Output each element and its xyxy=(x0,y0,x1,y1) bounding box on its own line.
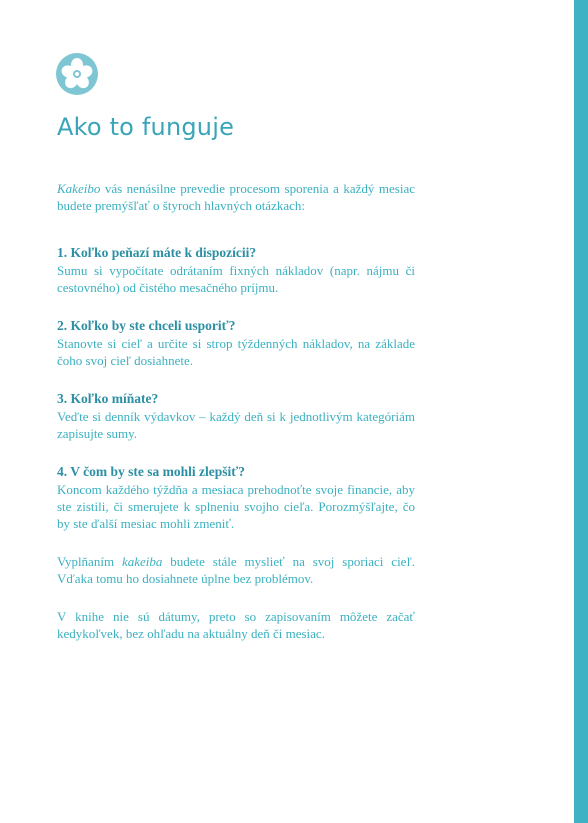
question-heading: 1. Koľko peňazí máte k dispozícii? xyxy=(57,245,257,260)
para1-italic: kakeiba xyxy=(121,554,163,569)
intro-italic: Kakeibo xyxy=(57,181,101,196)
closing-paragraph-1 xyxy=(57,553,415,587)
para1-text-a: Vyplňaním xyxy=(57,554,122,569)
question-body: Koncom každého týždňa a mesiaca prehodnoťte svoje financie, aby ste zistili, či smerujete k splneniu svojho cieľa. Porozmýšľajte, čo by ste ďalší mesiac mohli zmeniť. xyxy=(57,482,415,531)
question-body: Sumu si vypočítate odrátaním fixných nákladov (napr. nájmu či cestovného) od čistého mesačného príjmu. xyxy=(57,263,415,295)
question-section-3 xyxy=(57,390,415,442)
question-body: Veďte si denník výdavkov – každý deň si k jednotlivým kategóriám zapisujte sumy. xyxy=(57,409,415,441)
page-title: Ako to funguje xyxy=(57,113,235,141)
intro-paragraph xyxy=(57,180,415,214)
question-heading: 3. Koľko míňate? xyxy=(57,391,159,406)
question-heading: 4. V čom by ste sa mohli zlepšiť? xyxy=(57,464,246,479)
content-block xyxy=(57,180,415,663)
question-section-4 xyxy=(57,463,415,532)
question-body: Stanovte si cieľ a určite si strop týždenných nákladov, na základe čoho svoj cieľ dosiahnete. xyxy=(57,336,415,368)
question-section-2 xyxy=(57,317,415,369)
flower-icon xyxy=(56,53,98,95)
question-heading: 2. Koľko by ste chceli usporiť? xyxy=(57,318,236,333)
question-section-1 xyxy=(57,244,415,296)
intro-text: vás nenásilne prevedie procesom sporenia a každý mesiac budete premýšľať o štyroch hlavných otázkach: xyxy=(57,181,415,213)
para1-text-b: budete stále myslieť na svoj sporiaci cieľ. Vďaka tomu ho dosiahnete úplne bez problémov. xyxy=(57,554,415,586)
right-accent-bar xyxy=(574,0,588,823)
closing-paragraph-2: V knihe nie sú dátumy, preto so zapisovaním môžete začať kedykoľvek, bez ohľadu na aktuálny deň či mesiac. xyxy=(57,609,415,641)
